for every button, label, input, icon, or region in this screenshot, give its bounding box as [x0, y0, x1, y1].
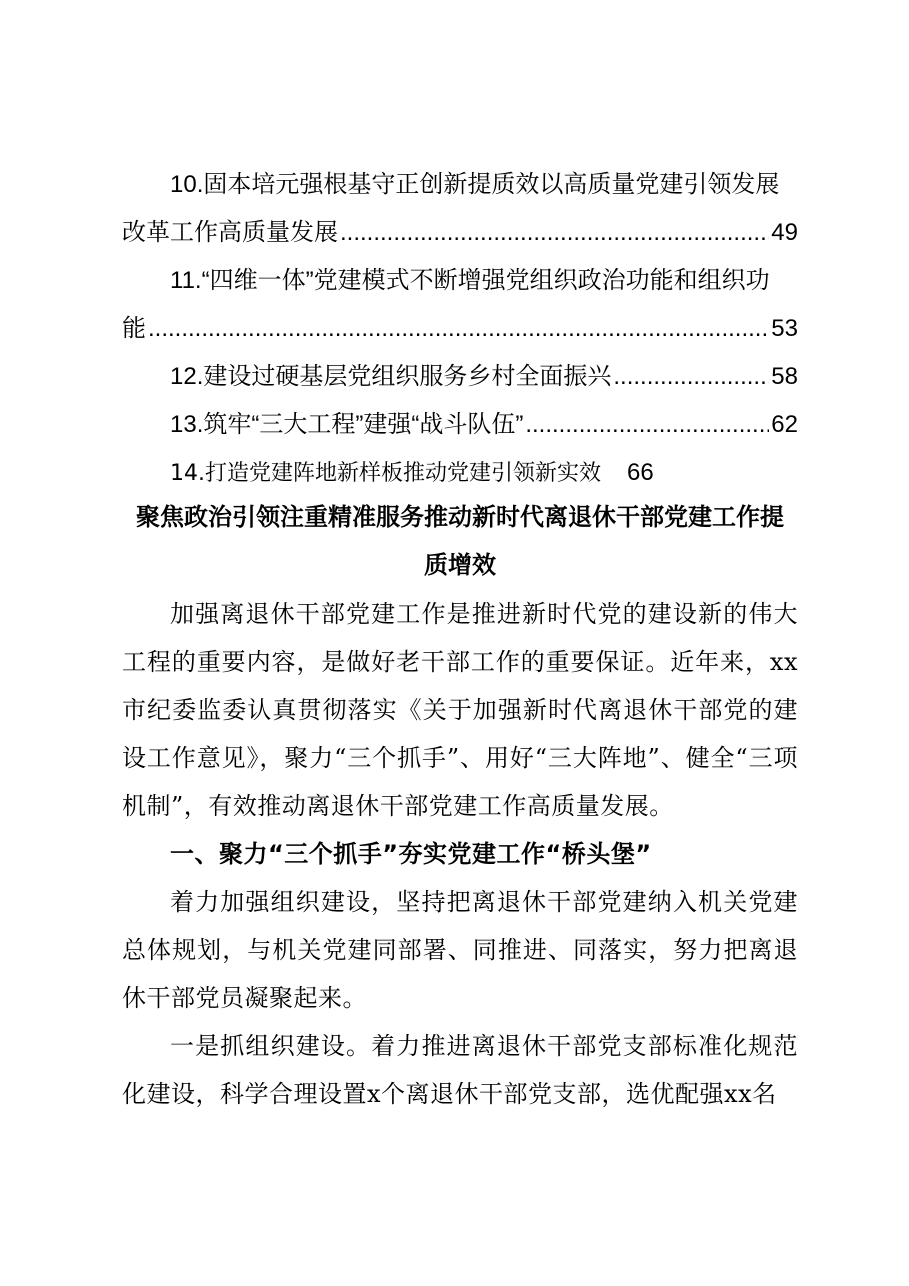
toc-dot-leader — [148, 305, 769, 353]
toc-dot-leader — [525, 401, 769, 449]
toc-item-10-line1: 10.固本培元强根基守正创新提质效以高质量党建引领发展 — [170, 171, 780, 198]
toc-item-13-text: 13.筑牢“三大工程”建强“战斗队伍” — [170, 411, 524, 438]
toc-item-11-text: 能 — [122, 315, 146, 342]
article-title-line1: 聚焦政治引领注重精准服务推动新时代离退休干部党建工作提 — [136, 502, 784, 531]
toc-item-12-page: 58 — [771, 363, 798, 390]
toc-item-10-text: 改革工作高质量发展 — [122, 219, 338, 246]
toc-item-12-text: 12.建设过硬基层党组织服务乡村全面振兴 — [170, 363, 612, 390]
section-heading-1: 一、聚力“三个抓手”夯实党建工作“桥头堡” — [170, 840, 652, 868]
toc-item-11-line1: 11.“四维一体”党建模式不断增强党组织政治功能和组织功 — [170, 267, 770, 294]
toc-dot-leader — [340, 209, 769, 257]
paragraph-organization: 着力加强组织建设，坚持把离退休干部党建纳入机关党建总体规划，与机关党建同部署、同推进、同落实，努力把离退休干部党员凝聚起来。 — [122, 888, 798, 1012]
toc-item-12 — [122, 353, 798, 401]
toc-item-10-page: 49 — [771, 219, 798, 246]
toc-item-10-line2 — [122, 209, 798, 257]
article-title — [122, 493, 798, 589]
table-of-contents — [122, 161, 798, 497]
toc-item-14-text: 14.打造党建阵地新样板推动党建引领新实效 — [170, 461, 601, 486]
toc-item-11-page: 53 — [771, 315, 798, 342]
toc-item-14 — [122, 449, 798, 497]
article-body — [122, 590, 798, 1118]
toc-item-13-page: 62 — [771, 411, 798, 438]
toc-dot-leader — [613, 353, 769, 401]
article-title-line2: 质增效 — [424, 550, 496, 579]
paragraph-intro: 加强离退休干部党建工作是推进新时代党的建设新的伟大工程的重要内容，是做好老干部工作的重要保证。近年来，xx市纪委监委认真贯彻落实《关于加强新时代离退休干部党的建设工作意见》，聚力“三个抓手”、用好“三大阵地”、健全“三项机制”，有效推动离退休干部党建工作高质量发展。 — [122, 600, 798, 820]
toc-item-11-line2 — [122, 305, 798, 353]
toc-item-13 — [122, 401, 798, 449]
paragraph-point-1: 一是抓组织建设。着力推进离退休干部党支部标准化规范化建设，科学合理设置x个离退休干部党支部，选优配强xx名 — [122, 1032, 798, 1108]
toc-item-14-page: 66 — [627, 459, 654, 486]
